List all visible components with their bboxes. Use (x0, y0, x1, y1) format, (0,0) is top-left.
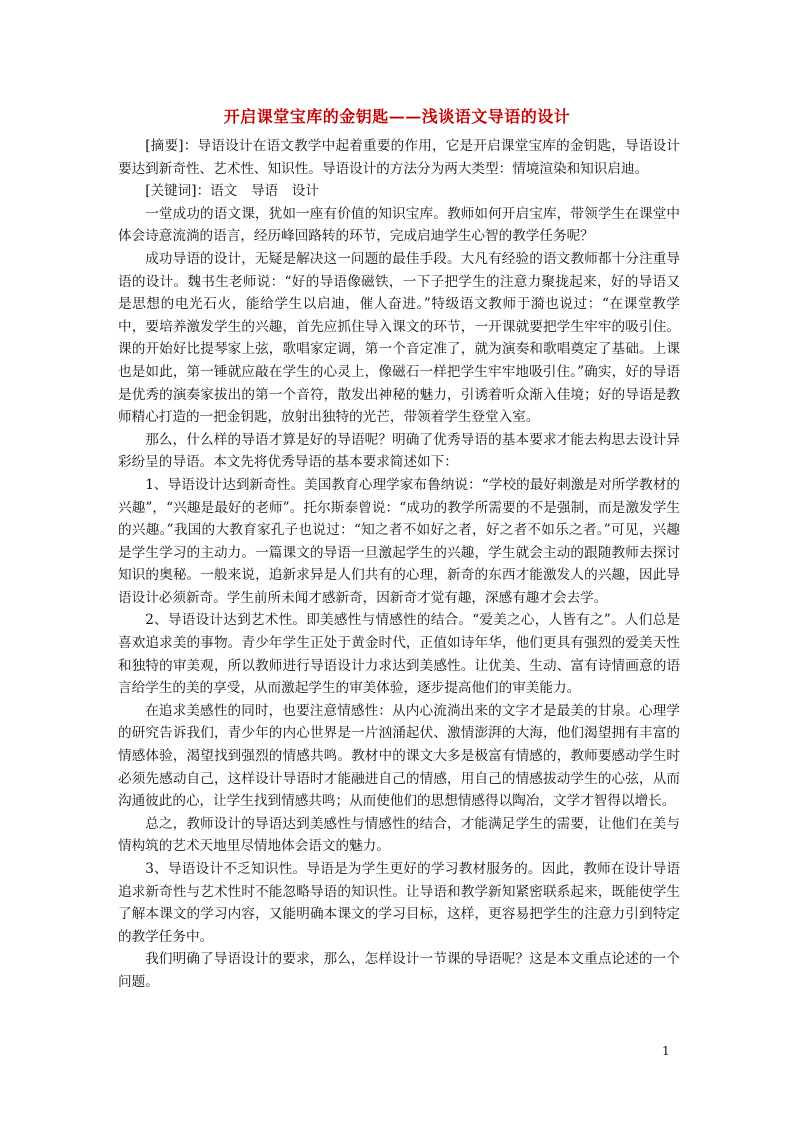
body-paragraph: 1、导语设计达到新奇性。美国教育心理学家布鲁纳说：“学校的最好刺激是对所学教材的兴趣”，“兴趣是最好的老师”。托尔斯泰曾说：“成功的教学所需要的不是强制，而是激发学生的兴趣。”我国的大教育家孔子也说过：“知之者不如好之者，好之者不如乐之者。”可见，兴趣是学生学习的主动力。一篇课文的导语一旦激起学生的兴趣，学生就会主动的跟随教师去探讨知识的奥秘。一般来说，追新求异是人们共有的心理，新奇的东西才能激发人的兴趣，因此导语设计必须新奇。学生前所未闻才感新奇，因新奇才觉有趣，深感有趣才会去学。 (118, 476, 680, 606)
keywords-paragraph: [关键词]：语文 导语 设计 (145, 183, 319, 200)
document-body (118, 135, 680, 994)
body-paragraph: 2、导语设计达到艺术性。即美感性与情感性的结合。“爱美之心，人皆有之”。人们总是喜欢追求美的事物。青少年学生正处于黄金时代，正值如诗年华，他们更具有强烈的爱美天性和独特的审美观，所以教师进行导语设计力求达到美感性。让优美、生动、富有诗情画意的语言给学生的美的享受，从而激起学生的审美体验，逐步提高他们的审美能力。 (118, 612, 680, 697)
body-paragraph: 3、导语设计不乏知识性。导语是为学生更好的学习教材服务的。因此，教师在设计导语追求新奇性与艺术性时不能忽略导语的知识性。让导语和教学新知紧密联系起来，既能使学生了解本课文的学习内容，又能明确本课文的学习目标，这样，更容易把学生的注意力引到特定的教学任务中。 (118, 861, 680, 945)
body-paragraph: 总之，教师设计的导语达到美感性与情感性的结合，才能满足学生的需要，让他们在美与情构筑的艺术天地里尽情地体会语文的魅力。 (118, 815, 680, 855)
document-title: 开启课堂宝库的金钥匙——浅谈语文导语的设计 (223, 107, 571, 126)
abstract-paragraph: [摘要]：导语设计在语文教学中起着重要的作用，它是开启课堂宝库的金钥匙，导语设计要达到新奇性、艺术性、知识性。导语设计的方法分为两大类型：情境渲染和知识启迪。 (118, 138, 680, 177)
body-paragraph: 一堂成功的语文课，犹如一座有价值的知识宝库。教师如何开启宝库，带领学生在课堂中体会诗意流淌的语言，经历峰回路转的环节，完成启迪学生心智的教学任务呢？ (118, 205, 680, 245)
body-paragraph: 我们明确了导语设计的要求，那么，怎样设计一节课的导语呢？这是本文重点论述的一个问题。 (118, 951, 680, 990)
body-paragraph: 成功导语的设计，无疑是解决这一问题的最佳手段。大凡有经验的语文教师都十分注重导语的设计。魏书生老师说：“好的导语像磁铁，一下子把学生的注意力聚拢起来，好的导语又是思想的电光石火，能给学生以启迪，催人奋进。”特级语文教师于漪也说过：“在课堂教学中，要培养激发学生的兴趣，首先应抓住导入课文的环节，一开课就要把学生牢牢的吸引住。课的开始好比提琴家上弦，歌唱家定调，第一个音定准了，就为演奏和歌唱奠定了基础。上课也是如此，第一锤就应敲在学生的心灵上，像磁石一样把学生牢牢地吸引住。”确实，好的导语是优秀的演奏家拔出的第一个音符，散发出神秘的魅力，引诱着听众渐入佳境；好的导语是教师精心打造的一把金钥匙，放射出独特的光芒，带领着学生登堂入室。 (118, 250, 680, 426)
body-paragraph: 在追求美感性的同时，也要注意情感性：从内心流淌出来的文字才是最美的甘泉。心理学的研究告诉我们，青少年的内心世界是一片汹涌起伏、激情澎湃的大海，他们渴望拥有丰富的情感体验，渴望找到强烈的情感共鸣。教材中的课文大多是极富有情感的，教师要感动学生时必须先感动自己，这样设计导语时才能融进自己的情感，用自己的情感拔动学生的心弦，从而沟通彼此的心，让学生找到情感共鸣；从而使他们的思想情感得以陶冶，文学才智得以增长。 (118, 702, 680, 810)
body-paragraph: 那么，什么样的导语才算是好的导语呢？明确了优秀导语的基本要求才能去构思去设计异彩纷呈的导语。本文先将优秀导语的基本要求简述如下： (118, 431, 680, 471)
page-number: 1 (662, 1044, 670, 1058)
